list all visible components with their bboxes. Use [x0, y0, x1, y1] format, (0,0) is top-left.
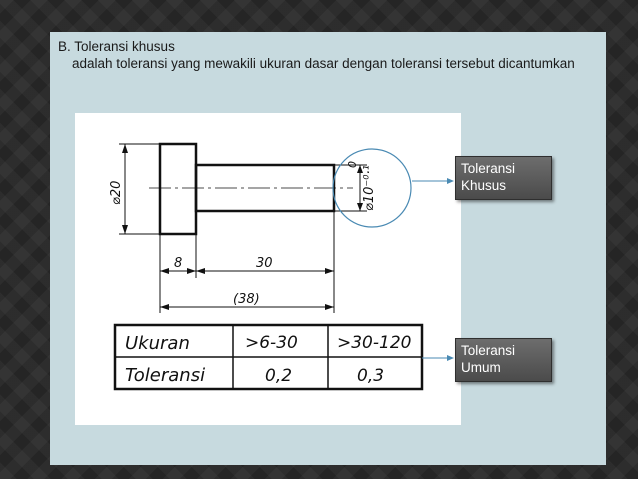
- dim-tolerance-label: ⌀10⁻⁰·¹: [362, 165, 377, 211]
- table-cell: Toleransi: [125, 365, 206, 386]
- table-cell: 0,2: [265, 366, 293, 386]
- table-cell: >30-120: [337, 333, 412, 353]
- table-cell: Ukuran: [125, 333, 190, 354]
- callout-general-tolerance: [455, 338, 552, 382]
- callout-special-tolerance: [455, 156, 552, 200]
- dim-right-label: 30: [256, 256, 273, 271]
- callout-line: Toleransi: [461, 343, 516, 358]
- slide-content: [50, 32, 606, 465]
- arrowhead: [447, 178, 454, 184]
- slide-description: adalah toleransi yang mewakili ukuran dasar dengan toleransi tersebut dicantumkan: [72, 56, 575, 71]
- callout-line: Umum: [461, 360, 501, 375]
- connector-arrows: [50, 32, 606, 465]
- dim-diameter-label: ⌀20: [109, 180, 124, 205]
- table-cell: 0,3: [357, 366, 385, 386]
- dim-total-label: (38): [233, 292, 260, 307]
- dim-tolerance-upper: 0: [346, 161, 359, 168]
- table-cell: >6-30: [245, 333, 298, 353]
- dim-left-label: 8: [174, 256, 183, 271]
- arrowhead: [447, 355, 454, 361]
- slide-heading: B. Toleransi khusus: [58, 39, 175, 54]
- callout-line: Toleransi: [461, 161, 516, 176]
- callout-line: Khusus: [461, 178, 507, 193]
